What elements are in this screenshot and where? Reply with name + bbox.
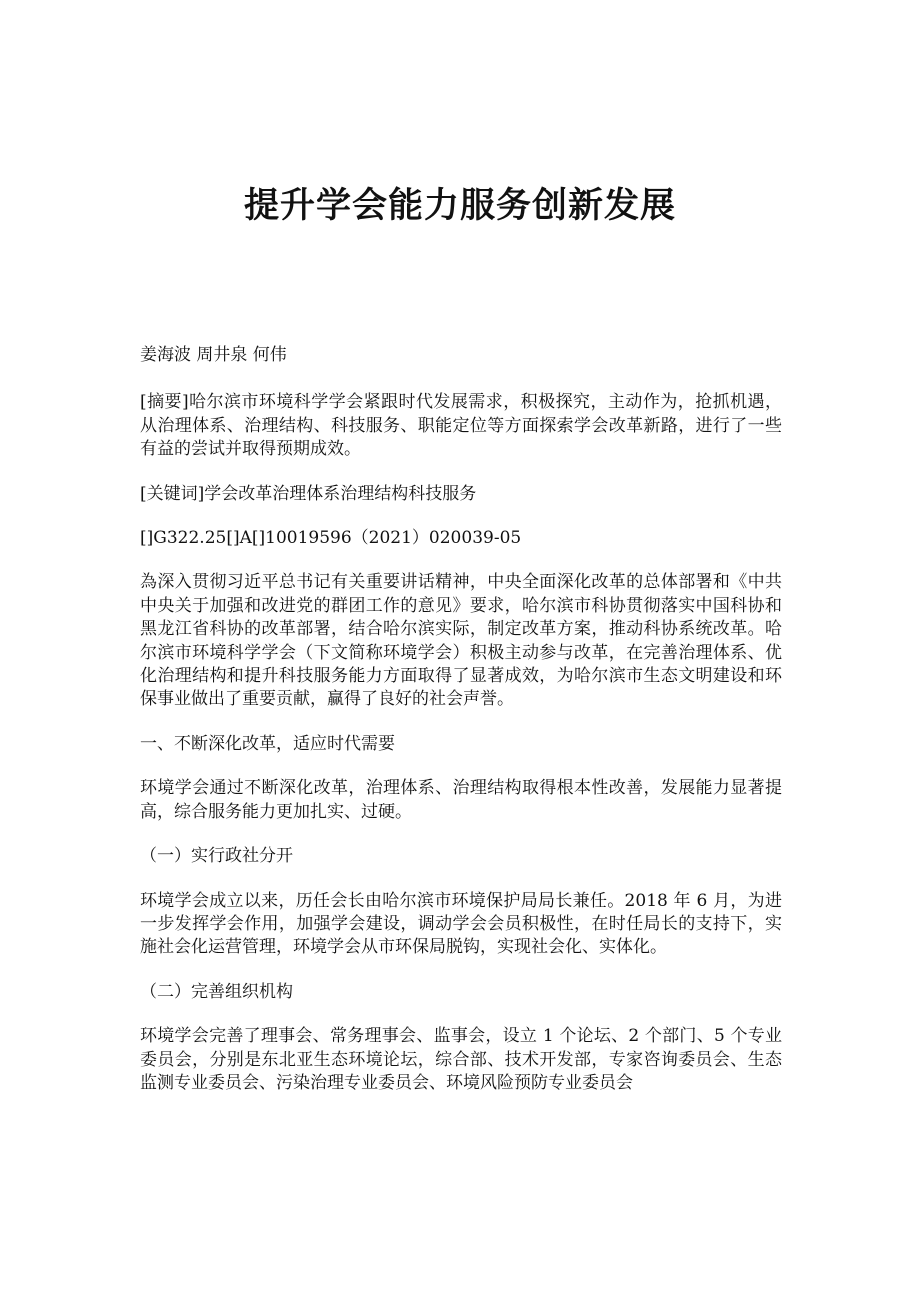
subsection-heading-1-2: （二）完善组织机构 [140,981,293,1002]
subsection-1-1-paragraph: 环境学会成立以来，历任会长由哈尔滨市环境保护局局长兼任。2018 年 6 月，为进一步发挥学会作用，加强学会建设，调动学会会员积极性，在时任局长的支持下，实施社会化运营管理，环境学会从市环保局脱钩，实现社会化、实体化。 [140,890,782,958]
subsection-1-2-paragraph: 环境学会完善了理事会、常务理事会、监事会，设立 1 个论坛、2 个部门、5 个专业委员会，分别是东北亚生态环境论坛，综合部、技术开发部，专家咨询委员会、生态监测专业委员会、污染治理专业委员会、环境风险预防专业委员会 [140,1026,782,1093]
section-heading-1: 一、不断深化改革，适应时代需要 [140,733,395,754]
classification-code: []G322.25[]A[]10019596（2021）020039-05 [140,528,522,549]
keywords: [关键词]学会改革治理体系治理结构科技服务 [140,483,477,504]
document-body [140,344,782,1116]
intro-paragraph: 為深入贯彻习近平总书记有关重要讲话精神，中央全面深化改革的总体部署和《中共中央关于加强和改进党的群团工作的意见》要求，哈尔滨市科协贯彻落实中国科协和黑龙江省科协的改革部署，结合哈尔滨实际，制定改革方案，推动科协系统改革。哈尔滨市环境科学学会（下文简称环境学会）积极主动参与改革，在完善治理体系、优化治理结构和提升科技服务能力方面取得了显著成效，为哈尔滨市生态文明建设和环保事业做出了重要贡献，赢得了良好的社会声誉。 [140,572,782,710]
authors: 姜海波 周井泉 何伟 [140,345,287,365]
abstract: [摘要]哈尔滨市环境科学学会紧跟时代发展需求，积极探究，主动作为，抢抓机遇，从治理体系、治理结构、科技服务、职能定位等方面探索学会改革新路，进行了一些有益的尝试并取得预期成效。 [140,392,782,460]
section-1-paragraph: 环境学会通过不断深化改革，治理体系、治理结构取得根本性改善，发展能力显著提高，综合服务能力更加扎实、过硬。 [140,778,782,822]
document-title: 提升学会能力服务创新发展 [243,186,676,226]
subsection-heading-1-1: （一）实行政社分开 [140,846,293,867]
